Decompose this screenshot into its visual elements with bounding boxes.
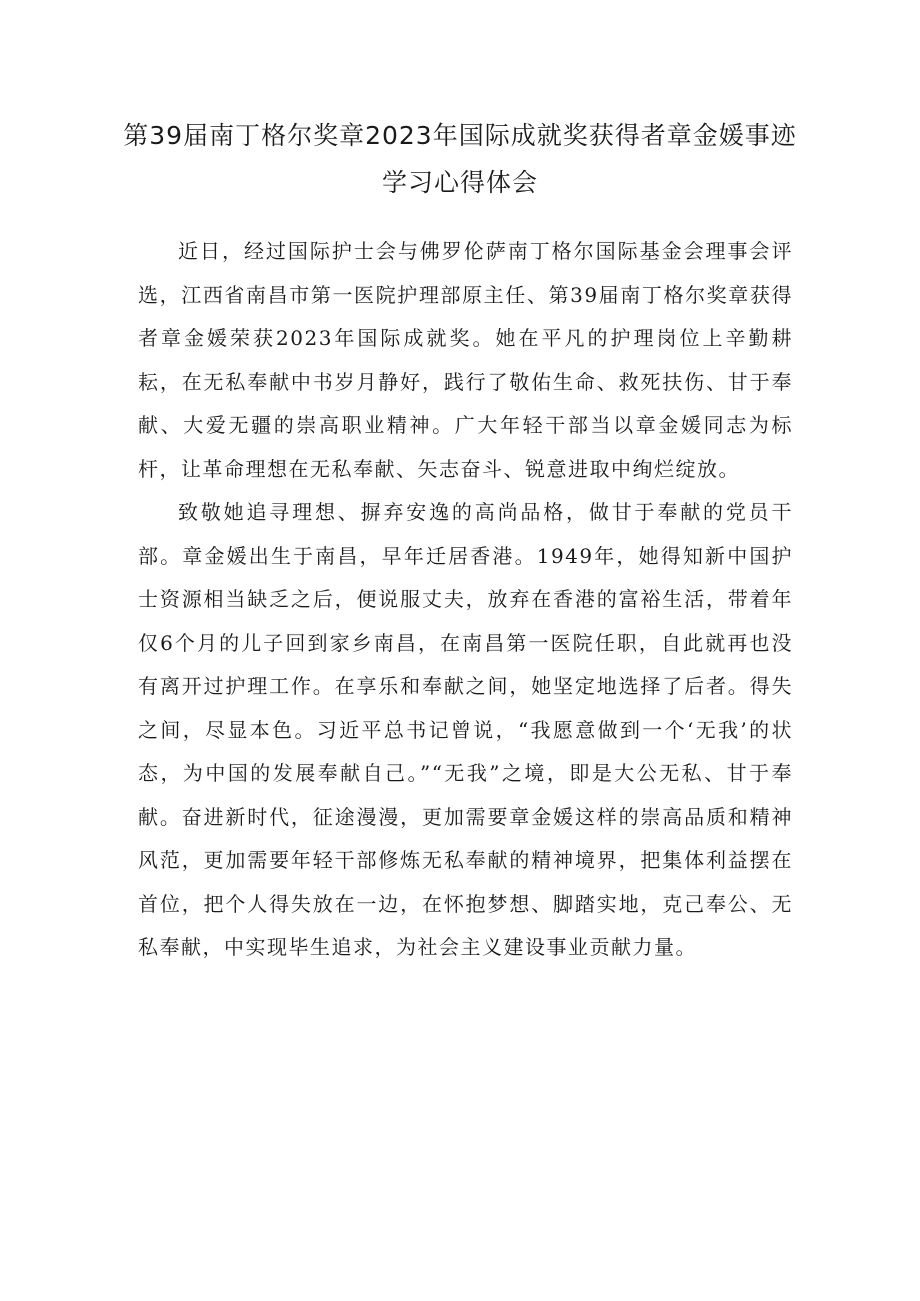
paragraph-2: 致敬她追寻理想、摒弃安逸的高尚品格，做甘于奉献的党员干部。章金媛出生于南昌，早年迁居香港。1949年，她得知新中国护士资源相当缺乏之后，便说服丈夫，放弃在香港的富裕生活，带着年仅6个月的儿子回到家乡南昌，在南昌第一医院任职，自此就再也没有离开过护理工作。在享乐和奉献之间，她坚定地选择了后者。得失之间，尽显本色。习近平总书记曾说，“我愿意做到一个‘无我’的状态，为中国的发展奉献自己。”“无我”之境，即是大公无私、甘于奉献。奋进新时代，征途漫漫，更加需要章金媛这样的崇高品质和精神风范，更加需要年轻干部修炼无私奉献的精神境界，把集体利益摆在首位，把个人得失放在一边，在怀抱梦想、脚踏实地，克己奉公、无私奉献，中实现毕生追求，为社会主义建设事业贡献力量。 (138, 500, 793, 959)
document-title: 第39届南丁格尔奖章2023年国际成就奖获得者章金媛事迹学习心得体会 (123, 121, 797, 197)
paragraph-1: 近日，经过国际护士会与佛罗伦萨南丁格尔国际基金会理事会评选，江西省南昌市第一医院护理部原主任、第39届南丁格尔奖章获得者章金媛荣获2023年国际成就奖。她在平凡的护理岗位上辛勤耕耘，在无私奉献中书岁月静好，践行了敬佑生命、救死扶伤、甘于奉献、大爱无疆的崇高职业精神。广大年轻干部当以章金媛同志为标杆，让革命理想在无私奉献、矢志奋斗、锐意进取中绚烂绽放。 (138, 239, 793, 481)
document-body (138, 230, 793, 970)
